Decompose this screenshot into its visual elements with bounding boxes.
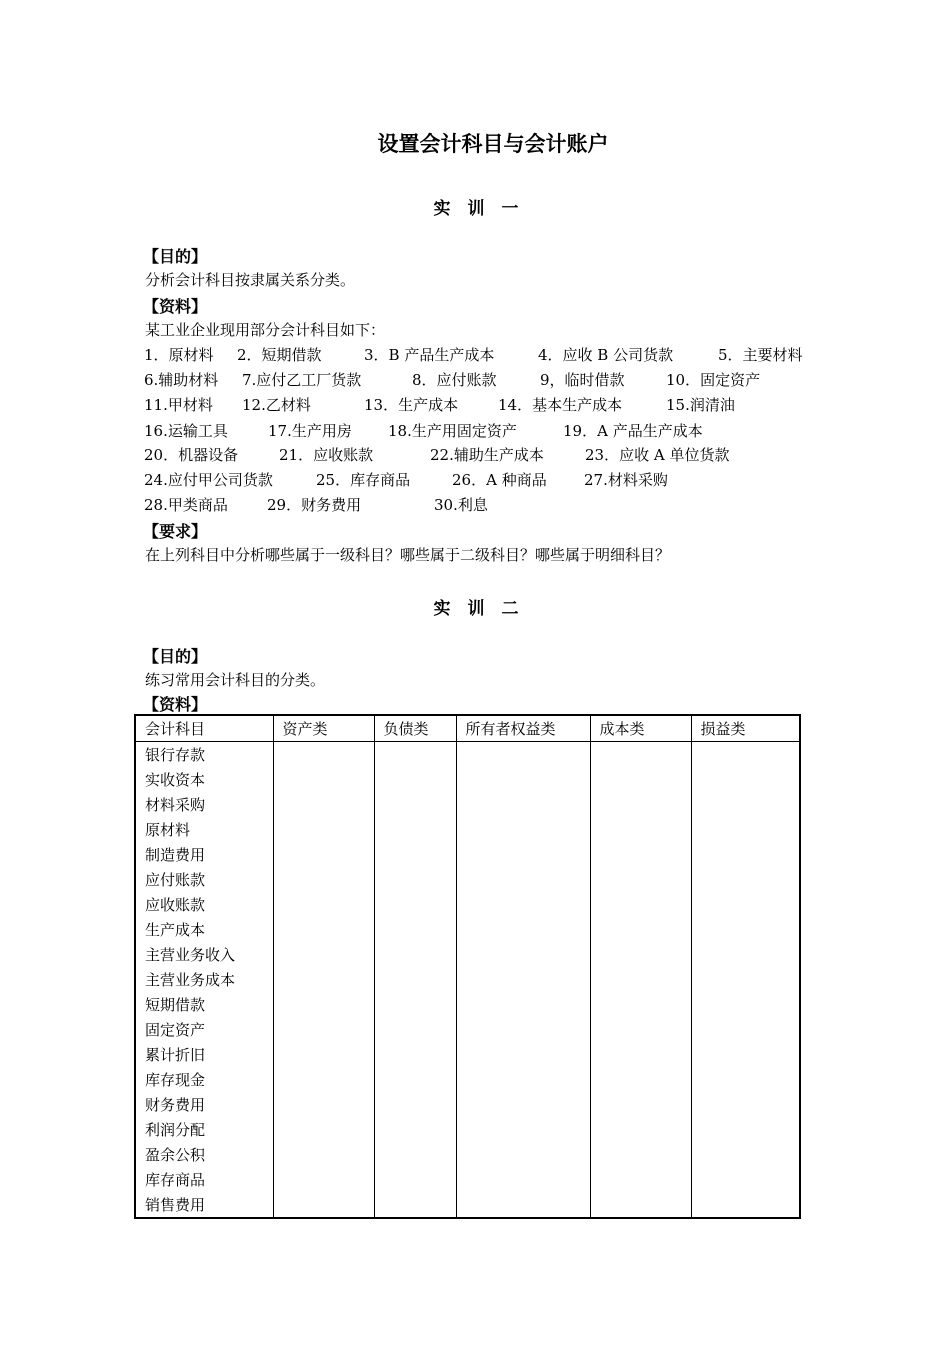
- classification-cell: [273, 1017, 374, 1042]
- table-header-row: [135, 715, 800, 742]
- account-name-cell: 制造费用: [135, 842, 273, 867]
- account-name-cell: 实收资本: [135, 767, 273, 792]
- classification-cell: [273, 967, 374, 992]
- classification-cell: [590, 967, 691, 992]
- table-row: [135, 817, 800, 842]
- classification-cell: [374, 817, 456, 842]
- account-item: 30.利息: [434, 496, 488, 514]
- classification-cell: [374, 1192, 456, 1218]
- classification-cell: [456, 1192, 590, 1218]
- account-item: 17.生产用房: [268, 422, 352, 440]
- classification-cell: [590, 792, 691, 817]
- account-item: 10．固定资产: [666, 371, 761, 389]
- classification-cell: [456, 1167, 590, 1192]
- classification-cell: [374, 892, 456, 917]
- classification-cell: [374, 1167, 456, 1192]
- account-item: 25．库存商品: [316, 471, 411, 489]
- account-item: 20．机器设备: [144, 446, 239, 464]
- account-item: 11.甲材料: [144, 396, 213, 414]
- classification-cell: [273, 917, 374, 942]
- classification-cell: [374, 992, 456, 1017]
- classification-cell: [273, 1167, 374, 1192]
- table-row: [135, 892, 800, 917]
- table-row: [135, 917, 800, 942]
- account-item: 24.应付甲公司货款: [144, 471, 273, 489]
- account-item: 26．A 种商品: [452, 471, 547, 489]
- training2-heading: 实 训 二: [433, 599, 519, 619]
- classification-cell: [691, 1142, 800, 1167]
- table-row: [135, 1117, 800, 1142]
- account-item: 16.运输工具: [144, 422, 228, 440]
- classification-cell: [590, 1117, 691, 1142]
- classification-cell: [456, 1092, 590, 1117]
- classification-cell: [273, 1092, 374, 1117]
- account-name-cell: 库存现金: [135, 1067, 273, 1092]
- training1-requirement-label: 【要求】: [143, 522, 208, 541]
- account-name-cell: 销售费用: [135, 1192, 273, 1218]
- classification-cell: [691, 767, 800, 792]
- account-item: 5．主要材料: [718, 346, 803, 364]
- classification-cell: [590, 842, 691, 867]
- account-item: 14．基本生产成本: [498, 396, 623, 414]
- classification-cell: [691, 1092, 800, 1117]
- classification-cell: [691, 892, 800, 917]
- classification-cell: [456, 1142, 590, 1167]
- classification-cell: [590, 767, 691, 792]
- classification-cell: [456, 1067, 590, 1092]
- classification-cell: [691, 1017, 800, 1042]
- classification-cell: [590, 892, 691, 917]
- classification-cell: [273, 892, 374, 917]
- classification-cell: [590, 817, 691, 842]
- classification-cell: [590, 942, 691, 967]
- classification-cell: [374, 767, 456, 792]
- classification-cell: [456, 942, 590, 967]
- account-item: 29．财务费用: [267, 496, 362, 514]
- classification-cell: [456, 867, 590, 892]
- header-cost: 成本类: [590, 715, 691, 742]
- header-account: 会计科目: [135, 715, 273, 742]
- classification-cell: [691, 1192, 800, 1218]
- classification-cell: [374, 1042, 456, 1067]
- table-row: [135, 992, 800, 1017]
- classification-cell: [374, 942, 456, 967]
- account-item: 23．应收 A 单位货款: [585, 446, 730, 464]
- account-item: 6.辅助材料: [144, 371, 219, 389]
- classification-cell: [374, 1142, 456, 1167]
- classification-cell: [691, 1117, 800, 1142]
- training1-material-intro: 某工业企业现用部分会计科目如下：: [145, 321, 386, 339]
- classification-cell: [691, 742, 800, 768]
- account-name-cell: 应付账款: [135, 867, 273, 892]
- classification-cell: [691, 942, 800, 967]
- classification-cell: [691, 1167, 800, 1192]
- classification-cell: [273, 1042, 374, 1067]
- account-item: 7.应付乙工厂货款: [242, 371, 362, 389]
- classification-cell: [374, 742, 456, 768]
- classification-cell: [273, 817, 374, 842]
- classification-cell: [374, 867, 456, 892]
- table-row: [135, 742, 800, 768]
- classification-cell: [374, 842, 456, 867]
- table-row: [135, 1192, 800, 1218]
- classification-cell: [456, 767, 590, 792]
- training1-material-label: 【资料】: [143, 297, 208, 316]
- table-row: [135, 792, 800, 817]
- account-item: 9，临时借款: [540, 371, 625, 389]
- account-classification-table: [134, 714, 801, 1219]
- account-item: 18.生产用固定资产: [388, 422, 517, 440]
- table-row: [135, 1067, 800, 1092]
- classification-cell: [273, 992, 374, 1017]
- table-row: [135, 867, 800, 892]
- account-name-cell: 原材料: [135, 817, 273, 842]
- account-item: 1．原材料: [144, 346, 214, 364]
- training2-purpose-label: 【目的】: [143, 647, 208, 666]
- classification-cell: [374, 967, 456, 992]
- table-row: [135, 942, 800, 967]
- account-name-cell: 主营业务收入: [135, 942, 273, 967]
- account-item: 22.辅助生产成本: [430, 446, 544, 464]
- classification-cell: [590, 1042, 691, 1067]
- account-item: 13．生产成本: [364, 396, 459, 414]
- training1-purpose: 分析会计科目按隶属关系分类。: [145, 271, 356, 289]
- table-row: [135, 1167, 800, 1192]
- account-item: 21．应收账款: [279, 446, 374, 464]
- classification-cell: [456, 1017, 590, 1042]
- account-item: 12.乙材料: [242, 396, 311, 414]
- classification-cell: [590, 1092, 691, 1117]
- header-assets: 资产类: [273, 715, 374, 742]
- classification-cell: [456, 967, 590, 992]
- classification-cell: [456, 917, 590, 942]
- account-item: 4．应收 B 公司货款: [538, 346, 674, 364]
- classification-cell: [691, 992, 800, 1017]
- table-row: [135, 967, 800, 992]
- classification-cell: [374, 1067, 456, 1092]
- classification-cell: [691, 967, 800, 992]
- account-name-cell: 累计折旧: [135, 1042, 273, 1067]
- classification-cell: [273, 767, 374, 792]
- account-item: 19．A 产品生产成本: [563, 422, 703, 440]
- classification-cell: [273, 842, 374, 867]
- account-item: 2．短期借款: [237, 346, 322, 364]
- classification-cell: [273, 792, 374, 817]
- classification-cell: [691, 842, 800, 867]
- classification-cell: [590, 867, 691, 892]
- classification-cell: [456, 992, 590, 1017]
- account-name-cell: 应收账款: [135, 892, 273, 917]
- classification-cell: [590, 1017, 691, 1042]
- account-name-cell: 固定资产: [135, 1017, 273, 1042]
- classification-cell: [691, 817, 800, 842]
- classification-cell: [374, 792, 456, 817]
- classification-cell: [273, 1142, 374, 1167]
- classification-cell: [456, 817, 590, 842]
- account-name-cell: 短期借款: [135, 992, 273, 1017]
- table-row: [135, 1092, 800, 1117]
- table-row: [135, 1017, 800, 1042]
- account-item: 15.润清油: [666, 396, 735, 414]
- classification-cell: [456, 792, 590, 817]
- classification-cell: [590, 917, 691, 942]
- classification-cell: [273, 1192, 374, 1218]
- classification-cell: [273, 867, 374, 892]
- account-name-cell: 主营业务成本: [135, 967, 273, 992]
- classification-cell: [691, 1042, 800, 1067]
- classification-cell: [273, 1117, 374, 1142]
- classification-cell: [273, 1067, 374, 1092]
- classification-cell: [590, 992, 691, 1017]
- account-name-cell: 财务费用: [135, 1092, 273, 1117]
- classification-cell: [691, 867, 800, 892]
- classification-cell: [590, 1067, 691, 1092]
- account-name-cell: 库存商品: [135, 1167, 273, 1192]
- classification-cell: [273, 942, 374, 967]
- classification-cell: [590, 1192, 691, 1218]
- classification-cell: [590, 1167, 691, 1192]
- classification-cell: [691, 792, 800, 817]
- header-profit-loss: 损益类: [691, 715, 800, 742]
- training1-requirement: 在上列科目中分析哪些属于一级科目？哪些属于二级科目？哪些属于明细科目？: [145, 546, 671, 564]
- training1-heading: 实 训 一: [433, 199, 519, 219]
- table-row: [135, 1142, 800, 1167]
- training2-purpose: 练习常用会计科目的分类。: [145, 671, 326, 689]
- classification-cell: [456, 1042, 590, 1067]
- classification-cell: [374, 917, 456, 942]
- account-name-cell: 利润分配: [135, 1117, 273, 1142]
- account-item: 27.材料采购: [584, 471, 668, 489]
- classification-cell: [590, 1142, 691, 1167]
- classification-cell: [456, 842, 590, 867]
- account-item: 3．B 产品生产成本: [364, 346, 495, 364]
- classification-cell: [374, 1092, 456, 1117]
- table-row: [135, 842, 800, 867]
- classification-cell: [456, 742, 590, 768]
- classification-cell: [691, 1067, 800, 1092]
- account-name-cell: 盈余公积: [135, 1142, 273, 1167]
- account-name-cell: 材料采购: [135, 792, 273, 817]
- account-item: 28.甲类商品: [144, 496, 228, 514]
- account-name-cell: 银行存款: [135, 742, 273, 768]
- table-row: [135, 1042, 800, 1067]
- classification-cell: [273, 742, 374, 768]
- page-title: 设置会计科目与会计账户: [377, 132, 609, 156]
- account-name-cell: 生产成本: [135, 917, 273, 942]
- table-row: [135, 767, 800, 792]
- header-equity: 所有者权益类: [456, 715, 590, 742]
- header-liabilities: 负债类: [374, 715, 456, 742]
- training2-material-label: 【资料】: [143, 695, 208, 714]
- classification-cell: [456, 892, 590, 917]
- account-item: 8．应付账款: [412, 371, 497, 389]
- classification-cell: [456, 1117, 590, 1142]
- classification-cell: [374, 1017, 456, 1042]
- classification-cell: [374, 1117, 456, 1142]
- training1-purpose-label: 【目的】: [143, 247, 208, 266]
- classification-cell: [691, 917, 800, 942]
- classification-cell: [590, 742, 691, 768]
